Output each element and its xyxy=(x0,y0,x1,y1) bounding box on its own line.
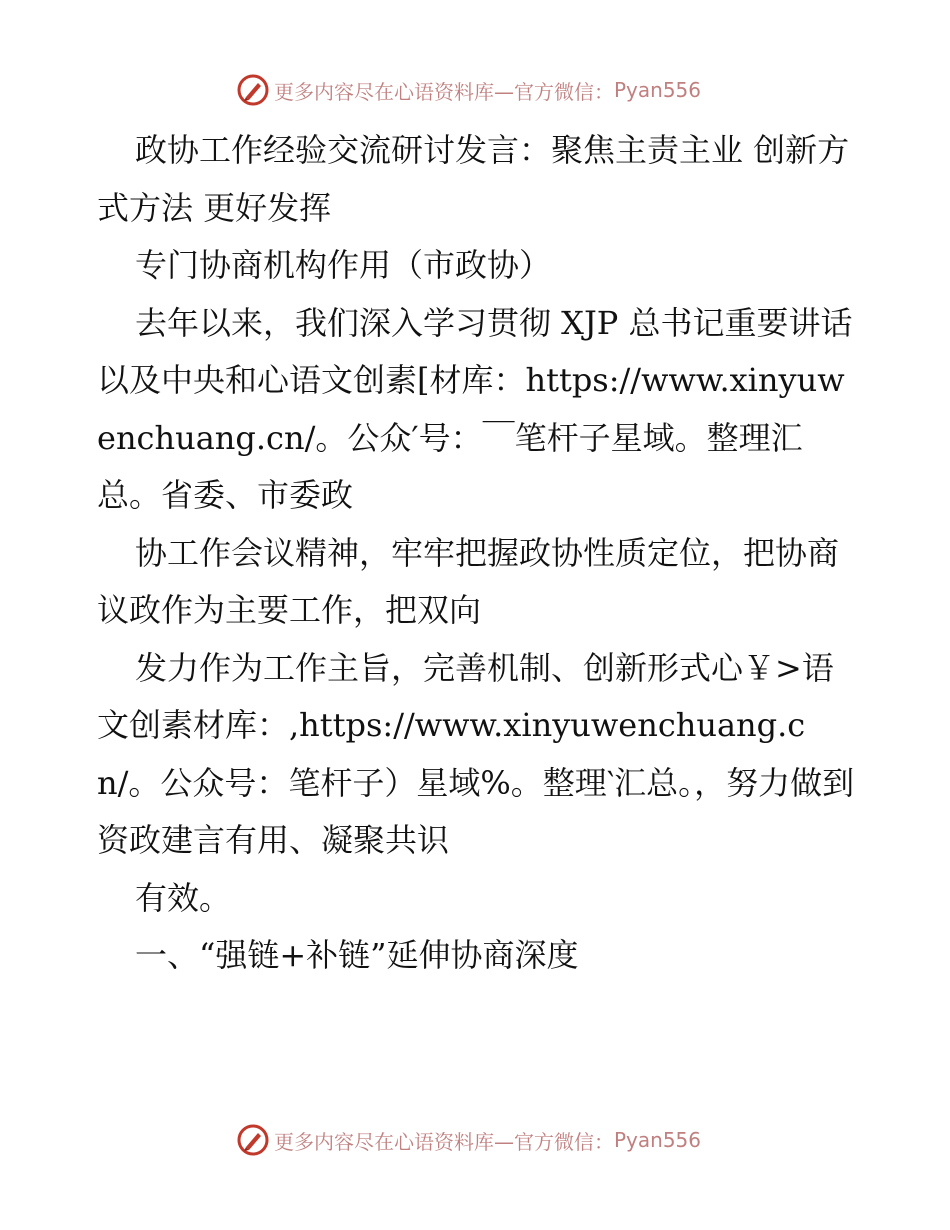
bottom-watermark xyxy=(236,1122,701,1158)
document-subtitle: 专门协商机构作用（市政协） xyxy=(135,246,552,284)
pen-logo-icon xyxy=(236,1123,270,1157)
watermark-contact-id: Pyan556 xyxy=(614,1128,702,1152)
pen-logo-icon xyxy=(236,73,270,107)
top-watermark xyxy=(236,72,701,108)
body-paragraph: 发力作为工作主旨，完善机制、创新形式心￥>语文创素材库：,https://www.xinyuwenchuang.cn/。公众号：笔杆子）星域%。整理‵汇总。，努力做到资政建言有用、凝聚共识 xyxy=(97,648,855,859)
body-paragraph: 有效。 xyxy=(135,878,232,917)
document-body xyxy=(97,122,857,985)
body-paragraph: 协工作会议精神，牢牢把握政协性质定位，把协商议政作为主要工作，把双向 xyxy=(97,533,840,629)
section-heading: 一、“强链+补链”延伸协商深度 xyxy=(135,936,579,974)
watermark-brand-text: 更多内容尽在心语资料库—官方微信： xyxy=(274,1129,614,1154)
document-title: 政协工作经验交流研讨发言：聚焦主责主业 创新方式方法 更好发挥 xyxy=(97,131,850,227)
watermark-brand-text: 更多内容尽在心语资料库—官方微信： xyxy=(274,79,614,104)
body-paragraph: 去年以来，我们深入学习贯彻 XJP 总书记重要讲话以及中央和心语文创素[材库：https://www.xinyuwenchuang.cn/。公众′号：￣笔杆子星域。整理汇总。省委、市委政 xyxy=(97,303,853,514)
watermark-contact-id: Pyan556 xyxy=(614,78,702,102)
